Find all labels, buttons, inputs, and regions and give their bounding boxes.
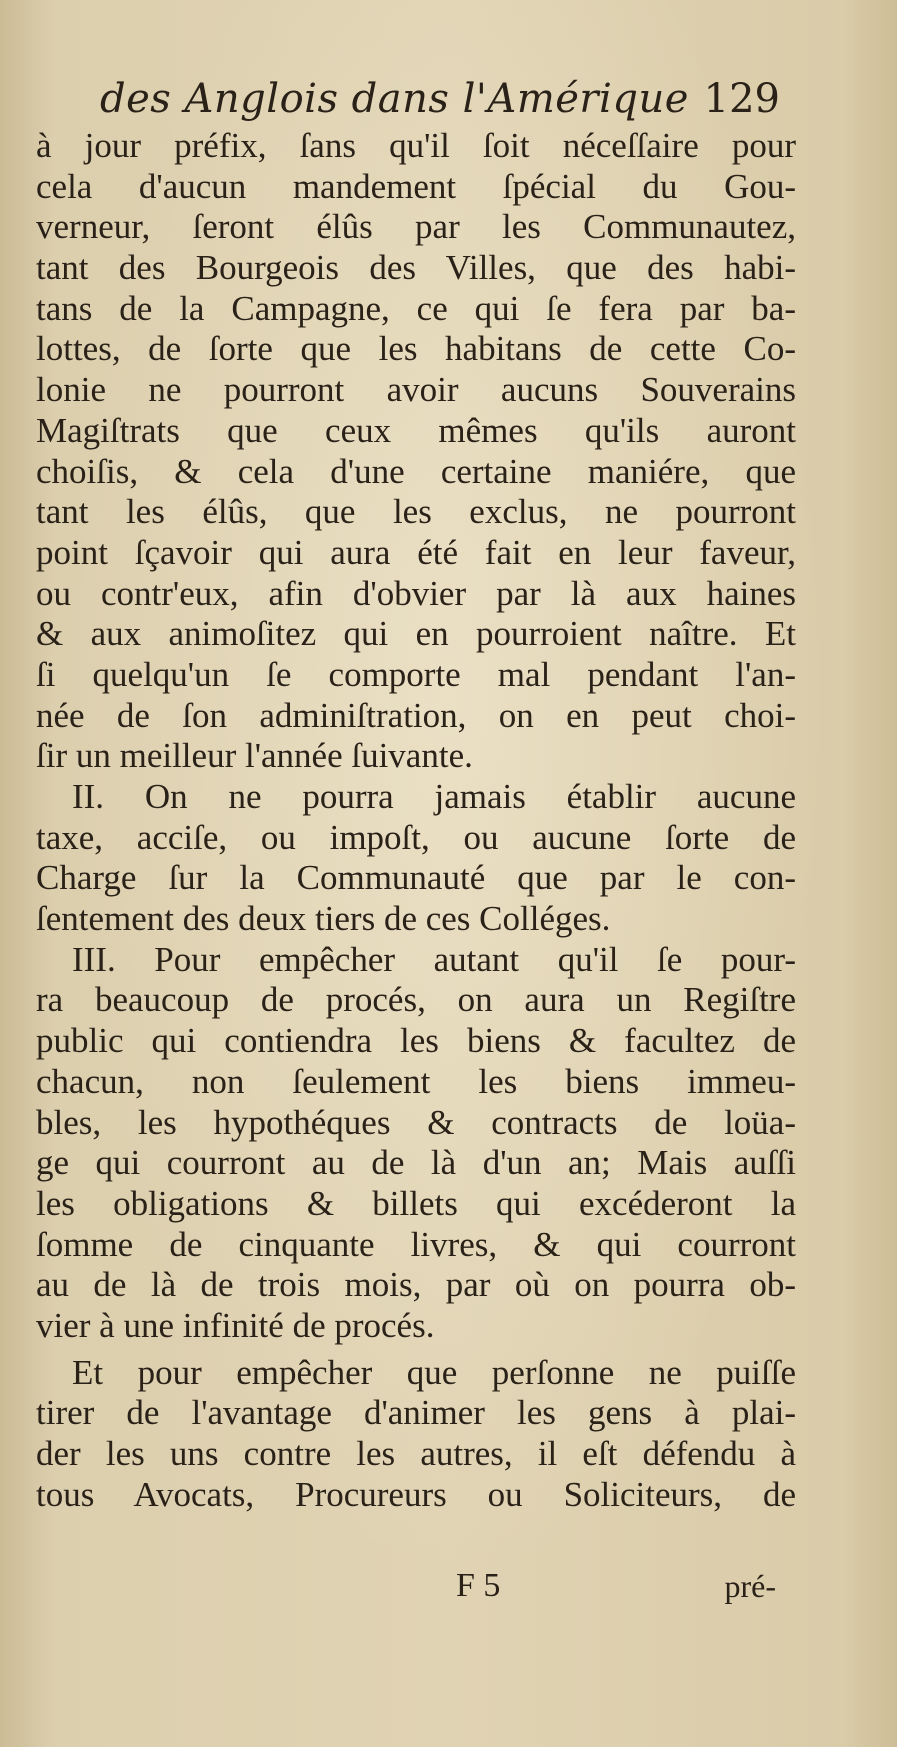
running-title: des Anglois dans l'Amérique — [100, 76, 689, 122]
signature-mark: F 5 — [456, 1567, 501, 1604]
text-line: verneur, ſeront élûs par les Communautez, — [36, 207, 796, 247]
text-line: ſentement des deux tiers de ces Colléges. — [36, 899, 611, 939]
text-line: au de là de trois mois, par où on pourra ob- — [36, 1265, 796, 1305]
page-footer — [436, 1566, 776, 1606]
text-line: Et pour empêcher que perſonne ne puiſſe — [72, 1352, 796, 1392]
text-line: tant des Bourgeois des Villes, que des habi- — [36, 248, 796, 288]
text-line: tant les élûs, que les exclus, ne pourront — [36, 492, 796, 532]
text-line: ou contr'eux, afin d'obvier par là aux haines — [36, 573, 796, 613]
text-line: vier à une infinité de procés. — [36, 1305, 435, 1345]
text-line: ge qui courront au de là d'un an; Mais auſſi — [36, 1143, 796, 1183]
text-line: les obligations & billets qui excéderont la — [36, 1183, 796, 1223]
text-line: tirer de l'avantage d'animer les gens à plai- — [36, 1393, 796, 1433]
text-line: ra beaucoup de procés, on aura un Regiſtre — [36, 980, 796, 1020]
text-line: lottes, de ſorte que les habitans de cette Co- — [36, 329, 796, 369]
text-line: ſir un meilleur l'année ſuivante. — [36, 736, 473, 776]
text-line: der les uns contre les autres, il eſt défendu à — [36, 1434, 796, 1473]
text-line: à jour préfix, ſans qu'il ſoit néceſſaire pour — [36, 126, 796, 165]
text-line: public qui contiendra les biens & facultez de — [36, 1021, 796, 1061]
catchword: pré- — [724, 1568, 776, 1604]
text-line: bles, les hypothéques & contracts de loüa- — [36, 1102, 796, 1142]
text-line: point ſçavoir qui aura été fait en leur faveur, — [36, 532, 796, 572]
running-head — [100, 70, 780, 128]
text-line: ſi quelqu'un ſe comporte mal pendant l'an- — [36, 654, 796, 694]
text-line: III. Pour empêcher autant qu'il ſe pour- — [72, 939, 796, 979]
text-line: chacun, non ſeulement les biens immeu- — [36, 1061, 796, 1101]
text-line: choiſis, & cela d'une certaine maniére, que — [36, 451, 796, 491]
text-line: lonie ne pourront avoir aucuns Souverains — [36, 370, 796, 410]
text-line: tans de la Campagne, ce qui ſe fera par ba- — [36, 288, 796, 328]
text-line: & aux animoſitez qui en pourroient naître. Et — [36, 614, 796, 654]
text-line: cela d'aucun mandement ſpécial du Gou- — [36, 166, 796, 206]
text-line: ſomme de cinquante livres, & qui courront — [36, 1224, 796, 1264]
body-text — [36, 126, 796, 1515]
page-number: 129 — [703, 76, 780, 122]
text-line: Magiſtrats que ceux mêmes qu'ils auront — [36, 410, 796, 450]
text-line: II. On ne pourra jamais établir aucune — [72, 777, 796, 816]
text-line: taxe, acciſe, ou impoſt, ou aucune ſorte de — [36, 817, 796, 857]
text-line: née de ſon adminiſtration, on en peut choi- — [36, 695, 796, 735]
text-line: Charge ſur la Communauté que par le con- — [36, 858, 796, 898]
text-line: tous Avocats, Procureurs ou Soliciteurs, de — [36, 1474, 796, 1514]
